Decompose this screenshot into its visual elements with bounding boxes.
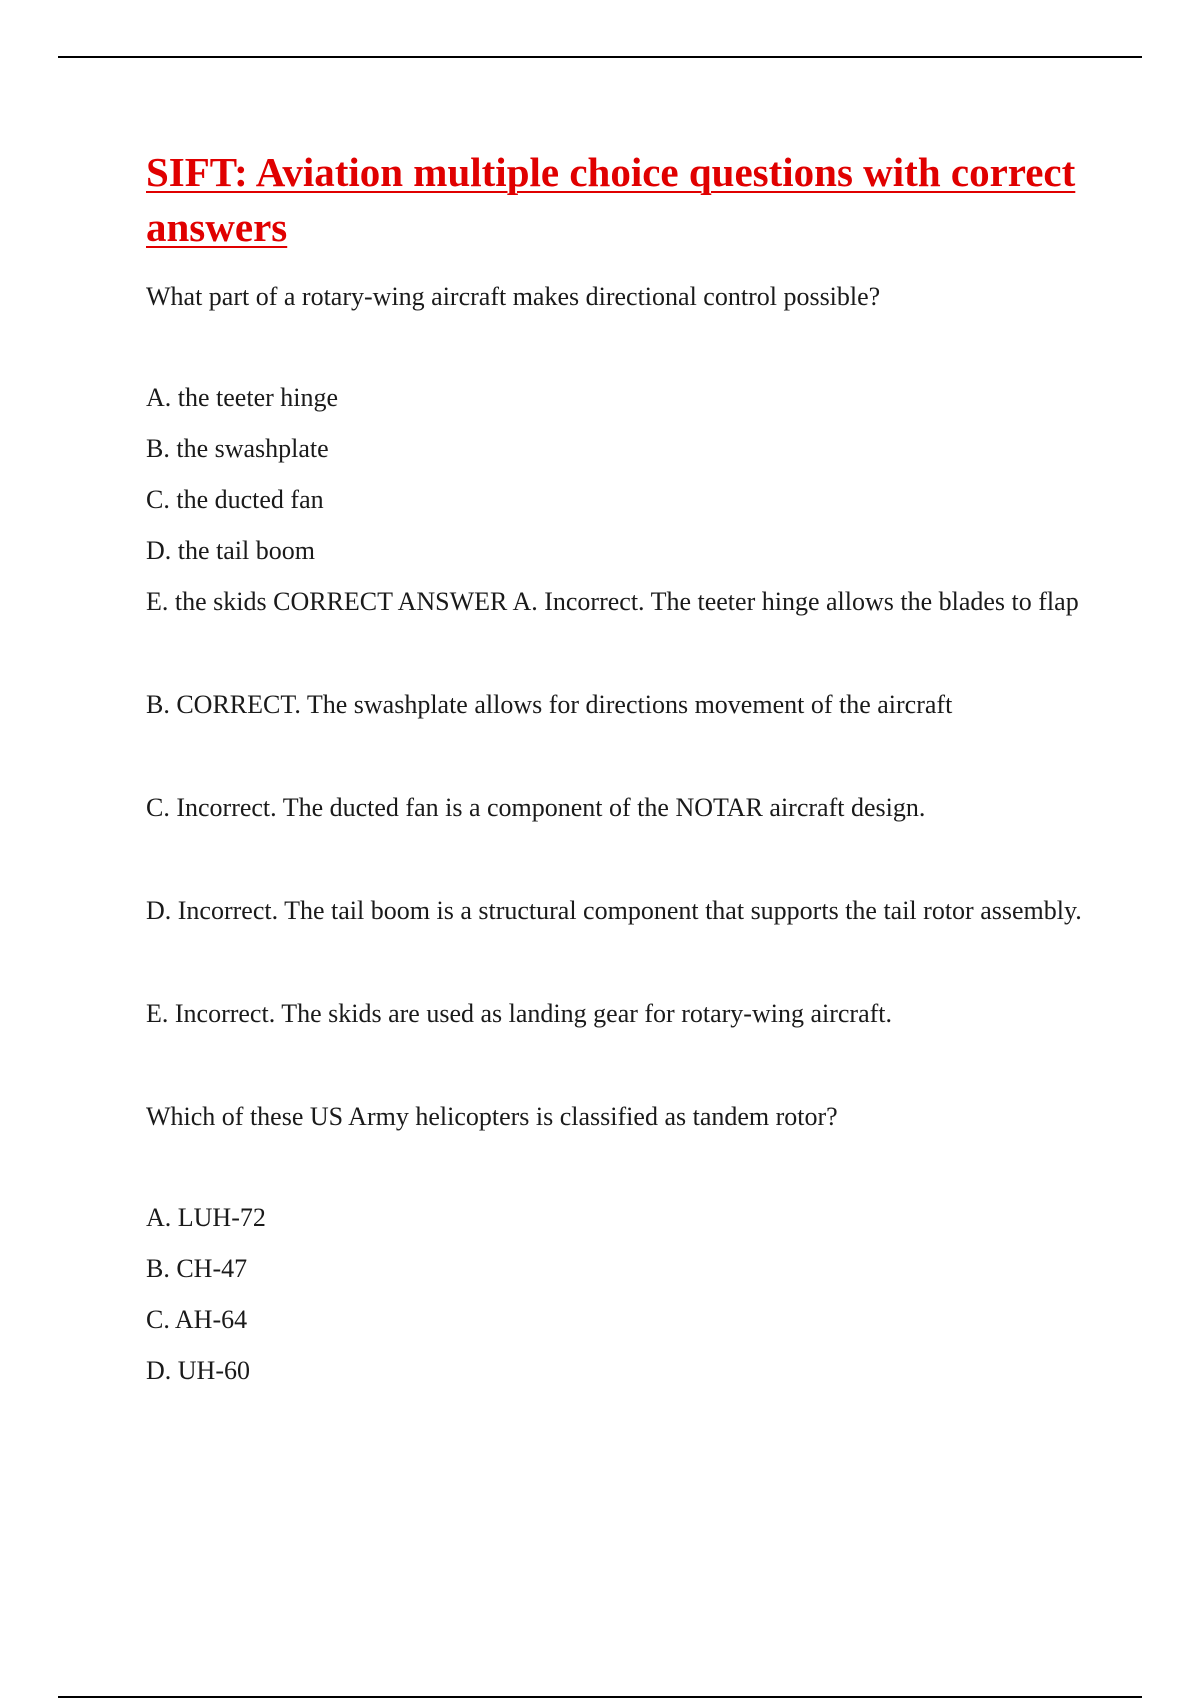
question-1 <box>146 279 1086 1031</box>
answer-option-c: C. the ducted fan <box>146 485 324 514</box>
answer-option-a: A. the teeter hinge <box>146 383 339 412</box>
explanation-d: D. Incorrect. The tail boom is a structural component that supports the tail rotor assembly. <box>146 896 1082 925</box>
answer-option-a: A. LUH-72 <box>146 1203 266 1232</box>
question-prompt: Which of these US Army helicopters is classified as tandem rotor? <box>146 1102 838 1131</box>
answer-option-c: C. AH-64 <box>146 1305 248 1334</box>
explanation-c: C. Incorrect. The ducted fan is a component of the NOTAR aircraft design. <box>146 793 926 822</box>
answer-option-b: B. the swashplate <box>146 434 329 463</box>
answer-option-e: E. the skids CORRECT ANSWER A. Incorrect. The teeter hinge allows the blades to flap <box>146 587 1079 616</box>
document-title: SIFT: Aviation multiple choice questions with correct answers <box>146 149 1076 250</box>
header-rule <box>58 56 1142 58</box>
explanation-b: B. CORRECT. The swashplate allows for directions movement of the aircraft <box>146 690 953 719</box>
question-prompt: What part of a rotary-wing aircraft makes directional control possible? <box>146 282 881 311</box>
footer-rule <box>58 1696 1142 1698</box>
document-body <box>146 145 1086 1404</box>
question-2 <box>146 1099 1086 1388</box>
answer-option-d: D. UH-60 <box>146 1356 250 1385</box>
answer-option-d: D. the tail boom <box>146 536 315 565</box>
answer-option-b: B. CH-47 <box>146 1254 248 1283</box>
explanation-e: E. Incorrect. The skids are used as landing gear for rotary-wing aircraft. <box>146 999 892 1028</box>
